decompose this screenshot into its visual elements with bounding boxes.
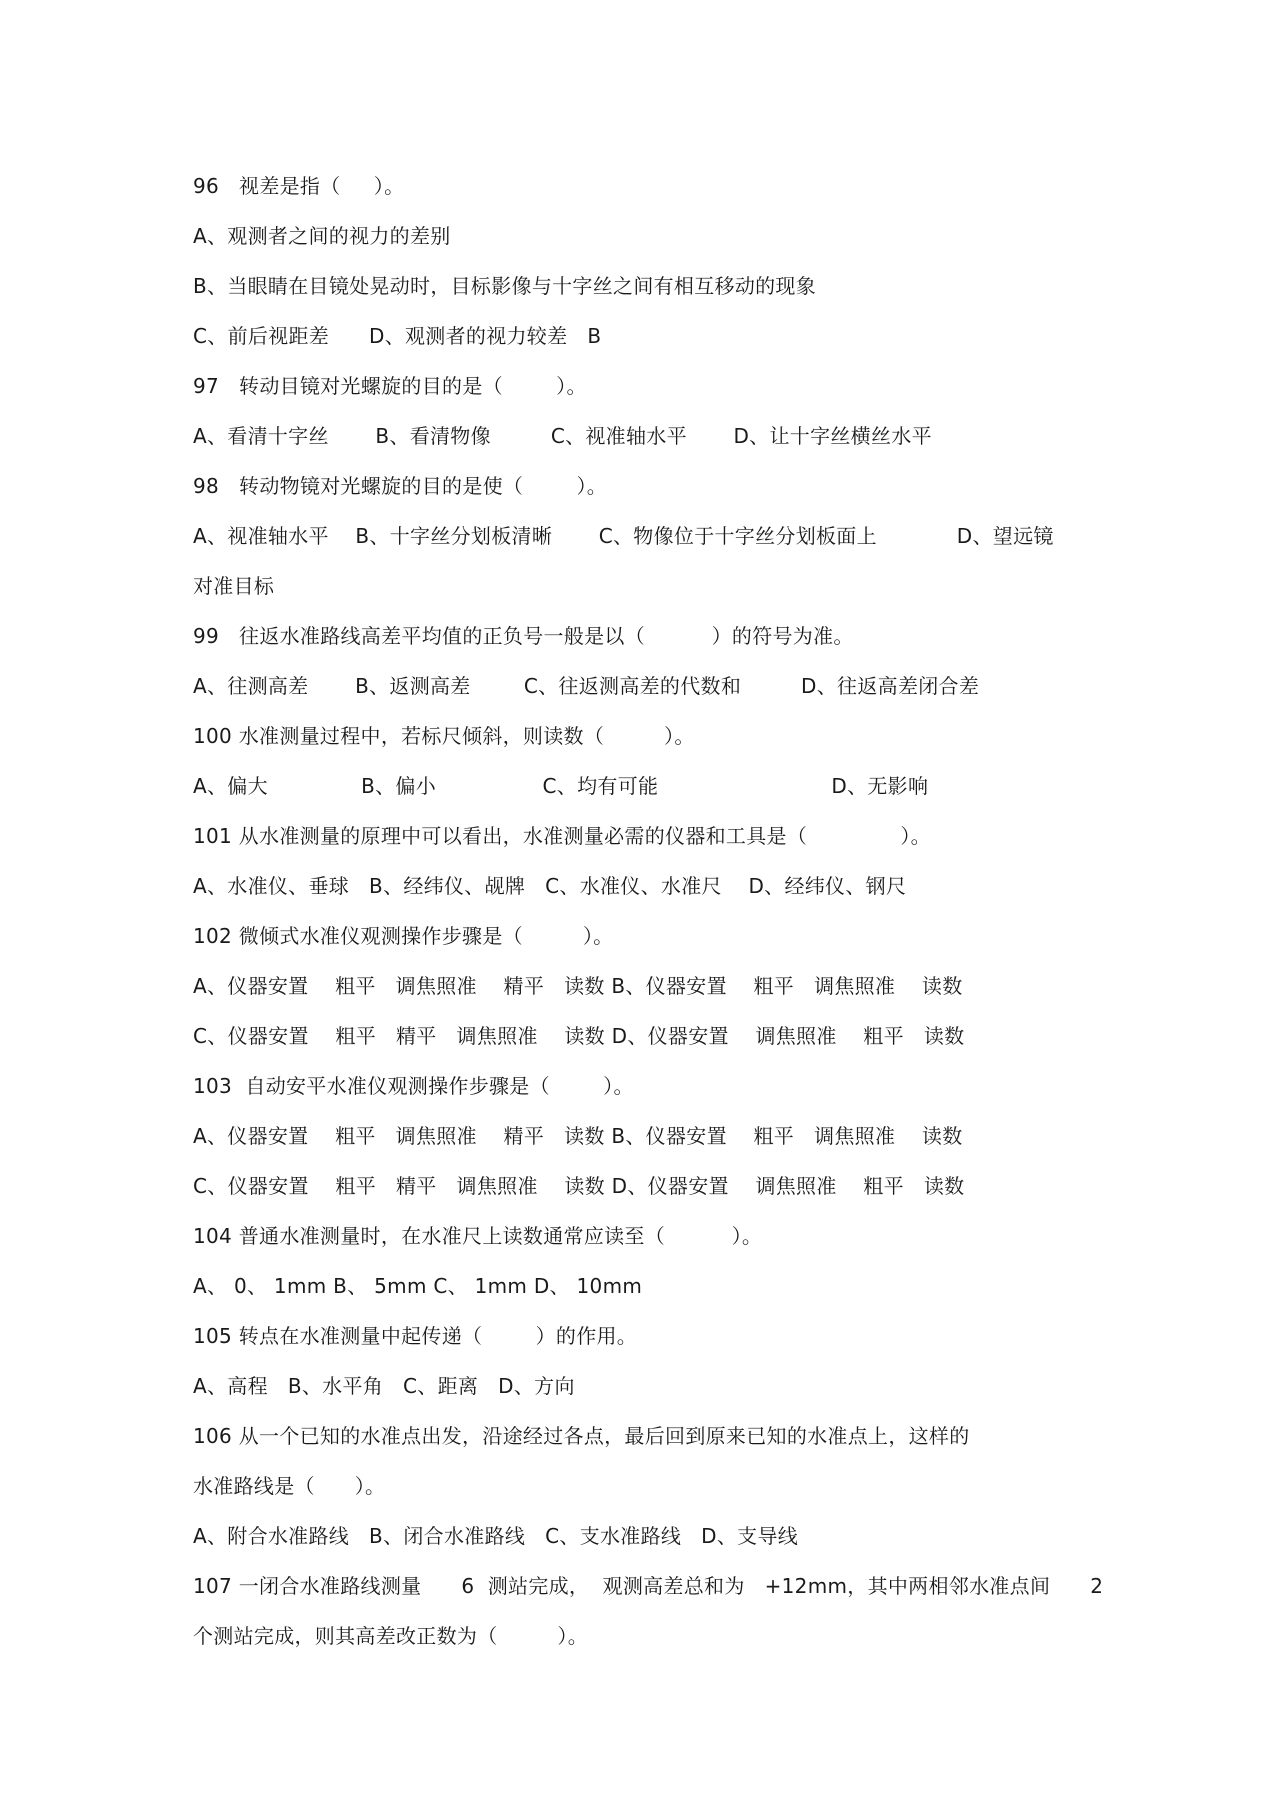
question-102: 102 微倾式水准仪观测操作步骤是（ ）。 (193, 924, 614, 948)
q103-options-ab: A、仪器安置 粗平 调焦照准 精平 读数 B、仪器安置 粗平 调焦照准 读数 (193, 1124, 963, 1148)
q96-option-a: A、观测者之间的视力的差别 (193, 224, 451, 248)
q96-options-cd: C、前后视距差 D、观测者的视力较差 B (193, 324, 602, 348)
q103-options-cd: C、仪器安置 粗平 精平 调焦照准 读数 D、仪器安置 调焦照准 粗平 读数 (193, 1174, 965, 1198)
question-97: 97 转动目镜对光螺旋的目的是（ ）。 (193, 374, 587, 398)
q102-options-ab: A、仪器安置 粗平 调焦照准 精平 读数 B、仪器安置 粗平 调焦照准 读数 (193, 974, 963, 998)
question-103: 103 自动安平水准仪观测操作步骤是（ ）。 (193, 1074, 634, 1098)
q100-options: A、偏大 B、偏小 C、均有可能 D、无影响 (193, 774, 929, 798)
q96-option-b: B、当眼睛在目镜处晃动时，目标影像与十字丝之间有相互移动的现象 (193, 274, 817, 298)
q101-options: A、水准仪、垂球 B、经纬仪、觇牌 C、水准仪、水准尺 D、经纬仪、钢尺 (193, 874, 907, 898)
question-107-cont: 个测站完成，则其高差改正数为（ ）。 (193, 1624, 589, 1648)
question-101: 101 从水准测量的原理中可以看出，水准测量必需的仪器和工具是（ ）。 (193, 824, 931, 848)
q104-options: A、 0、 1mm B、 5mm C、 1mm D、 10mm (193, 1274, 643, 1298)
question-99: 99 往返水准路线高差平均值的正负号一般是以（ ）的符号为准。 (193, 624, 854, 648)
q102-options-cd: C、仪器安置 粗平 精平 调焦照准 读数 D、仪器安置 调焦照准 粗平 读数 (193, 1024, 965, 1048)
q99-options: A、往测高差 B、返测高差 C、往返测高差的代数和 D、往返高差闭合差 (193, 674, 980, 698)
question-106-cont: 水准路线是（ ）。 (193, 1474, 386, 1498)
question-104: 104 普通水准测量时，在水准尺上读数通常应读至（ ）。 (193, 1224, 763, 1248)
q105-options: A、高程 B、水平角 C、距离 D、方向 (193, 1374, 575, 1398)
q97-options: A、看清十字丝 B、看清物像 C、视准轴水平 D、让十字丝横丝水平 (193, 424, 932, 448)
question-105: 105 转点在水准测量中起传递（ ）的作用。 (193, 1324, 638, 1348)
question-100: 100 水准测量过程中，若标尺倾斜，则读数（ ）。 (193, 724, 695, 748)
question-98: 98 转动物镜对光螺旋的目的是使（ ）。 (193, 474, 608, 498)
question-106: 106 从一个已知的水准点出发，沿途经过各点，最后回到原来已知的水准点上，这样的 (193, 1424, 970, 1448)
q106-options: A、附合水准路线 B、闭合水准路线 C、支水准路线 D、支导线 (193, 1524, 799, 1548)
q98-options-cont: 对准目标 (193, 574, 275, 598)
question-107: 107 一闭合水准路线测量 6 测站完成， 观测高差总和为 +12mm，其中两相邻水准点间 2 (193, 1574, 1104, 1598)
question-96: 96 视差是指（ ）。 (193, 174, 405, 198)
q98-options: A、视准轴水平 B、十字丝分划板清晰 C、物像位于十字丝分划板面上 D、望远镜 (193, 524, 1054, 548)
